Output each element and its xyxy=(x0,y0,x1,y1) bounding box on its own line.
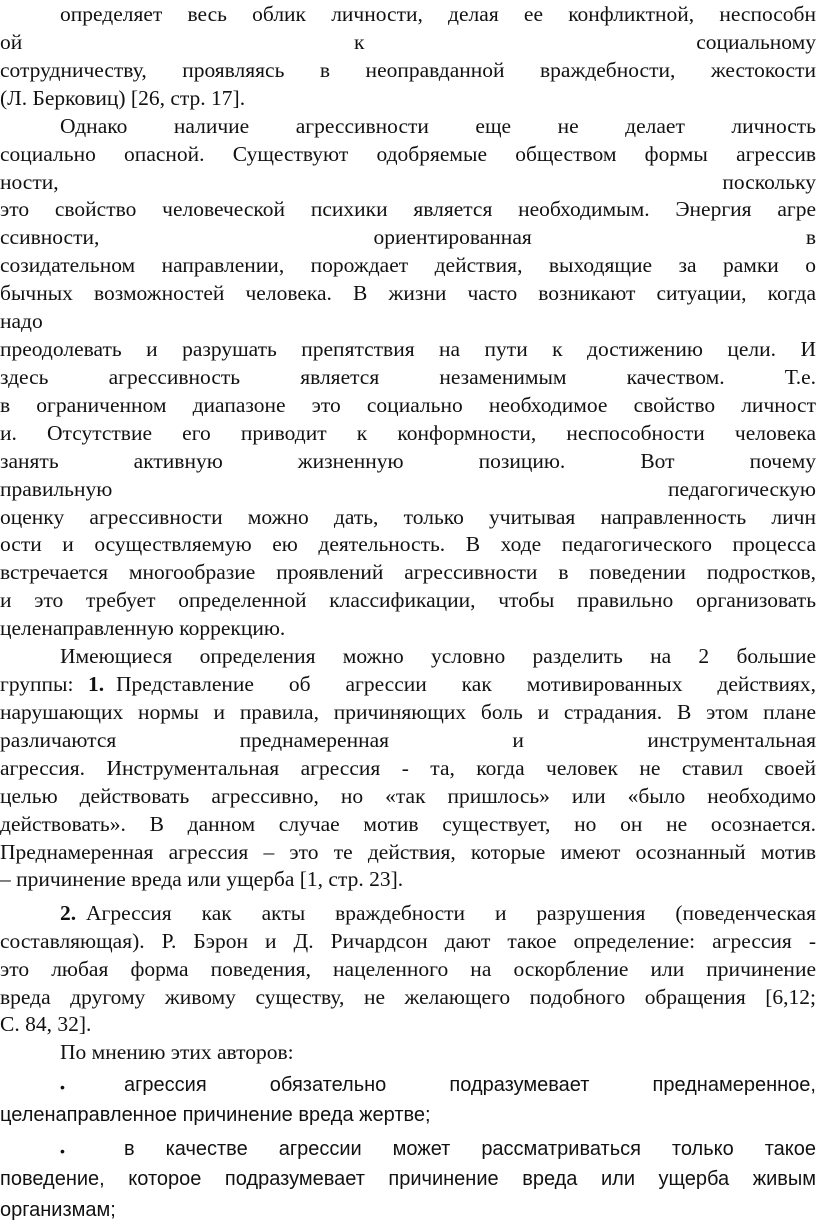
text-line: Однако наличие агрессивности еще не делает личность xyxy=(60,113,816,138)
text-line: целью действовать агрессивно, но «так пришлось» или «было необходимо xyxy=(0,783,816,808)
text-line: С. 84, 32]. xyxy=(0,1012,92,1037)
text-line: встречается многообразие проявлений агрессивности в поведении подростков, xyxy=(0,560,816,585)
bullet-icon: • xyxy=(60,1078,65,1095)
text-line: правильную педагогическую xyxy=(0,476,816,501)
text-line: надо xyxy=(0,309,43,334)
text-line: целенаправленную коррекцию. xyxy=(0,616,286,641)
text-line: (Л. Берковиц) [26, стр. 17]. xyxy=(0,85,246,110)
text-line: – причинение вреда или ущерба [1, стр. 23]. xyxy=(0,867,404,892)
text-line: созидательном направлении, порождает действия, выходящие за рамки о xyxy=(0,253,816,278)
text-line: сотрудничеству, проявляясь в неоправданной враждебности, жестокости xyxy=(0,57,816,82)
text-line: вреда другому живому существу, не желающего подобного обращения [6,12; xyxy=(0,984,816,1009)
text-line: Преднамеренная агрессия – это те действия, которые имеют осознанный мотив xyxy=(0,839,816,864)
text-line: агрессия. Инструментальная агрессия - та, когда человек не ставил своей xyxy=(0,755,816,780)
bullet-icon: • xyxy=(60,1142,65,1159)
list-item: целенаправленное причинение вреда жертве; xyxy=(0,1104,431,1127)
text-line: здесь агрессивность является незаменимым качеством. Т.е. xyxy=(0,364,816,389)
text-line: преодолевать и разрушать препятствия на пути к достижению цели. И xyxy=(0,337,816,362)
text-line: социально опасной. Существуют одобряемые обществом формы агрессив xyxy=(0,141,816,166)
text-line: оценку агрессивности можно дать, только учитывая направленность личн xyxy=(0,504,816,529)
text-line: различаются преднамеренная и инструментальная xyxy=(0,727,816,752)
text-line: составляющая). Р. Бэрон и Д. Ричардсон дают такое определение: агрессия - xyxy=(0,928,816,953)
text-line: ности, поскольку xyxy=(0,169,816,194)
text-line: Агрессия как акты враждебности и разрушения (поведенческая xyxy=(86,900,816,925)
text-line: определяет весь облик личности, делая ее конфликтной, неспособн xyxy=(60,2,816,26)
text-line: группы: xyxy=(0,672,74,697)
list-item: организмам; xyxy=(0,1198,116,1221)
text-line: нарушающих нормы и правила, причиняющих боль и страдания. В этом плане xyxy=(0,699,816,724)
list-item: агрессия обязательно подразумевает преднамеренное, xyxy=(124,1073,816,1096)
text-line: бычных возможностей человека. В жизни часто возникают ситуации, когда xyxy=(0,281,816,306)
list-item: в качестве агрессии может рассматриваться только такое xyxy=(124,1137,816,1160)
text-line: в ограниченном диапазоне это социально необходимое свойство личност xyxy=(0,392,816,417)
text-line: ой к социальному xyxy=(0,29,816,54)
text-line: действовать». В данном случае мотив существует, но он не осознается. xyxy=(0,811,816,836)
text-line: занять активную жизненную позицию. Вот почему xyxy=(0,448,816,473)
text-line: и. Отсутствие его приводит к конформности, неспособности человека xyxy=(0,420,816,445)
list-number: 2. xyxy=(60,900,77,925)
text-line: По мнению этих авторов: xyxy=(60,1040,294,1065)
list-item: поведение, которое подразумевает причинение вреда или ущерба живым xyxy=(0,1168,816,1191)
text-line: Имеющиеся определения можно условно разделить на 2 большие xyxy=(60,644,816,669)
list-number: 1. xyxy=(88,672,105,697)
text-line: Представление об агрессии как мотивированных действиях, xyxy=(116,672,816,697)
text-line: ости и осуществляемую ею деятельность. В ходе педагогического процесса xyxy=(0,532,816,557)
text-line: ссивности, ориентированная в xyxy=(0,225,816,250)
text-line: это свойство человеческой психики является необходимым. Энергия агре xyxy=(0,197,816,222)
text-line: это любая форма поведения, нацеленного на оскорбление или причинение xyxy=(0,956,816,981)
text-line: и это требует определенной классификации, чтобы правильно организовать xyxy=(0,588,816,613)
